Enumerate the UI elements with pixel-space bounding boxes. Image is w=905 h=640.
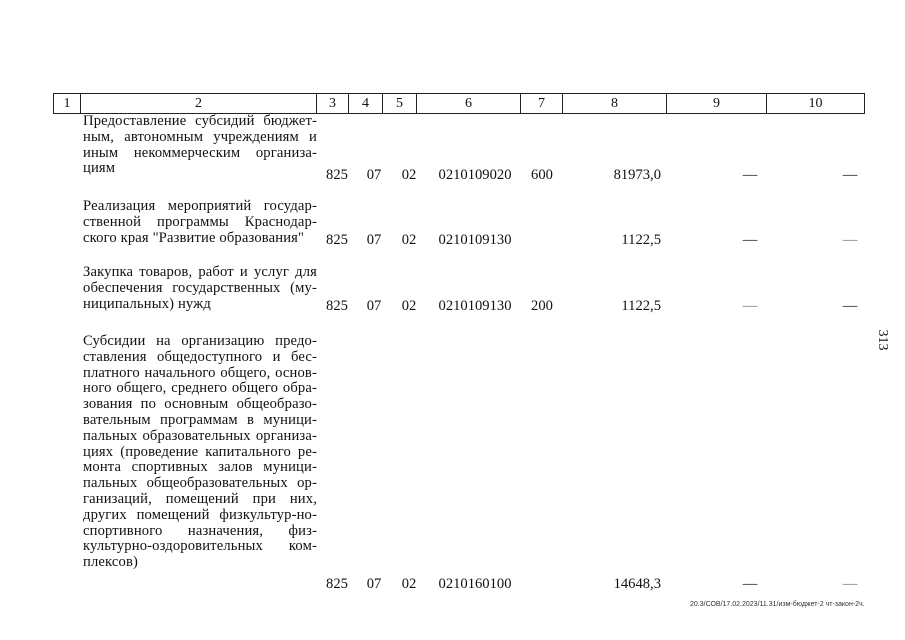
header-col-1: 1: [63, 96, 71, 111]
row-2-col-4: 07: [366, 232, 382, 248]
row-1-amount: 81973,0: [613, 167, 661, 183]
row-1-col-6: 0210109020: [438, 167, 512, 183]
row-3-col-5: 02: [401, 298, 417, 314]
row-1-col-9: —: [742, 167, 758, 183]
header-col-10: 10: [766, 94, 864, 113]
row-2-col-5: 02: [401, 232, 417, 248]
row-2-col-3: 825: [326, 232, 348, 248]
row-1-col-7: 600: [531, 167, 553, 183]
row-3-col-6: 0210109130: [438, 298, 512, 314]
row-1-col-3: 825: [326, 167, 348, 183]
header-col-2: 2: [80, 94, 316, 113]
row-4-description: Субсидии на организацию предо-ставления общедоступного и бес-платного начального общего, основ-ного общего, среднего общего обра-зования по основным общеобразо-вательным программам в муници-пальных образовательных организа-циях (проведение капитального ре-монта спортивных залов муници-пальных общеобразовательных ор-ганизаций, помещений при них, других помещений физкультур-но-спортивного назначения, физ-культурно-оздоровительных ком-плексов): [83, 333, 317, 571]
row-1-description: Предоставление субсидий бюджет-ным, автономным учреждениям и иным некоммерческим организа-циям: [83, 113, 317, 177]
table-header: [53, 93, 865, 114]
header-col-6: 6: [416, 94, 520, 113]
row-2-col-10: —: [842, 232, 858, 248]
row-4-col-5: 02: [401, 576, 417, 592]
row-1-col-10: —: [842, 167, 858, 183]
row-1-col-5: 02: [401, 167, 417, 183]
row-3-amount: 1122,5: [621, 298, 661, 314]
row-1-col-4: 07: [366, 167, 382, 183]
header-col-3: 3: [316, 94, 348, 113]
row-4-col-6: 0210160100: [438, 576, 512, 592]
row-2-amount: 1122,5: [621, 232, 661, 248]
row-4-col-3: 825: [326, 576, 348, 592]
row-2-col-6: 0210109130: [438, 232, 512, 248]
row-4-amount: 14648,3: [613, 576, 661, 592]
row-4-col-4: 07: [366, 576, 382, 592]
row-3-description: Закупка товаров, работ и услуг для обеспечения государственных (му-ниципальных) нужд: [83, 264, 317, 312]
row-3-col-10: —: [842, 298, 858, 314]
row-2-col-9: —: [742, 232, 758, 248]
header-col-4: 4: [348, 94, 382, 113]
page-number: 313: [875, 329, 890, 351]
row-3-col-3: 825: [326, 298, 348, 314]
row-2-description: Реализация мероприятий государ-ственной программы Краснодар-ского края "Развитие образования": [83, 198, 317, 246]
header-col-9: 9: [666, 94, 766, 113]
header-col-7: 7: [520, 94, 562, 113]
row-3-col-4: 07: [366, 298, 382, 314]
header-col-5: 5: [382, 94, 416, 113]
row-4-col-10: —: [842, 576, 858, 592]
footer-text: 20.3/СОВ/17.02.2023/11.31/изм-бюджет-2 чт-закон-2ч.: [690, 601, 865, 608]
header-col-8: 8: [562, 94, 666, 113]
row-4-col-9: —: [742, 576, 758, 592]
row-3-col-7: 200: [531, 298, 553, 314]
row-3-col-9: —: [742, 298, 758, 314]
